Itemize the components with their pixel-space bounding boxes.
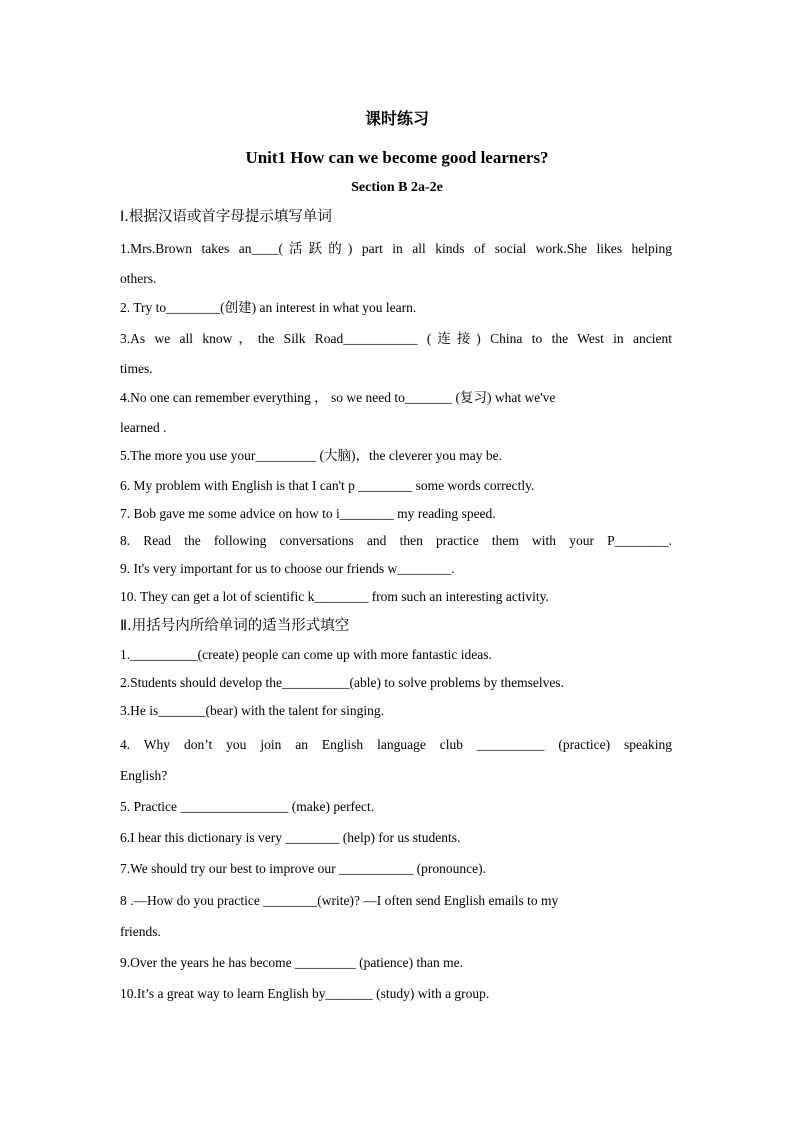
part1-line: 4.No one can remember everything ， so we need to_______ (复习) what we've (120, 390, 556, 405)
part1-line: times. (120, 361, 153, 376)
part1-line: 3.As we all know，the Silk Road___________ (连接) China to the West in ancient (120, 331, 672, 346)
part2-line: English? (120, 768, 168, 783)
part1-line: 7. Bob gave me some advice on how to i________ my reading speed. (120, 506, 496, 521)
part2-line: 6.I hear this dictionary is very ________ (help) for us students. (120, 830, 461, 845)
part1-line: 9. It's very important for us to choose our friends w________. (120, 561, 455, 576)
part2-line: 9.Over the years he has become _________ (patience) than me. (120, 955, 463, 970)
part2-line: 10.It’s a great way to learn English by_______ (study) with a group. (120, 986, 490, 1001)
part2-line: 5. Practice ________________ (make) perfect. (120, 799, 375, 814)
unit-title: Unit1 How can we become good learners? (245, 148, 549, 167)
part1-line: 2. Try to________(创建) an interest in what you learn. (120, 300, 417, 315)
page-title: 课时练习 (364, 109, 429, 128)
part2-line: 7.We should try our best to improve our ___________ (pronounce). (120, 861, 486, 876)
part2-line: 3.He is_______(bear) with the talent for singing. (120, 703, 384, 718)
part1-line: 1.Mrs.Brown takes an____(活跃的) part in all kinds of social work.She likes helping (120, 241, 672, 256)
part2-line: 8 .—How do you practice ________(write)? —I often send English emails to my (120, 893, 559, 908)
part1-line: others. (120, 271, 157, 286)
part2-heading: Ⅱ.用括号内所给单词的适当形式填空 (120, 618, 350, 634)
part1-heading: Ⅰ.根据汉语或首字母提示填写单词 (120, 209, 332, 225)
part1-line: 6. My problem with English is that I can't p ________ some words correctly. (120, 478, 535, 493)
part1-line: learned . (120, 420, 167, 435)
section-subtitle: Section B 2a-2e (351, 180, 443, 195)
part1-line: 5.The more you use your_________ (大脑)，the cleverer you may be. (120, 448, 503, 463)
part1-line: 8. Read the following conversations and then practice them with your P________. (120, 533, 672, 548)
part2-line: 2.Students should develop the__________(able) to solve problems by themselves. (120, 675, 564, 690)
part2-line: 4. Why don’t you join an English language club __________ (practice) speaking (120, 737, 672, 752)
part2-line: friends. (120, 924, 161, 939)
part2-line: 1.__________(create) people can come up with more fantastic ideas. (120, 647, 492, 662)
part1-line: 10. They can get a lot of scientific k________ from such an interesting activity. (120, 589, 549, 604)
